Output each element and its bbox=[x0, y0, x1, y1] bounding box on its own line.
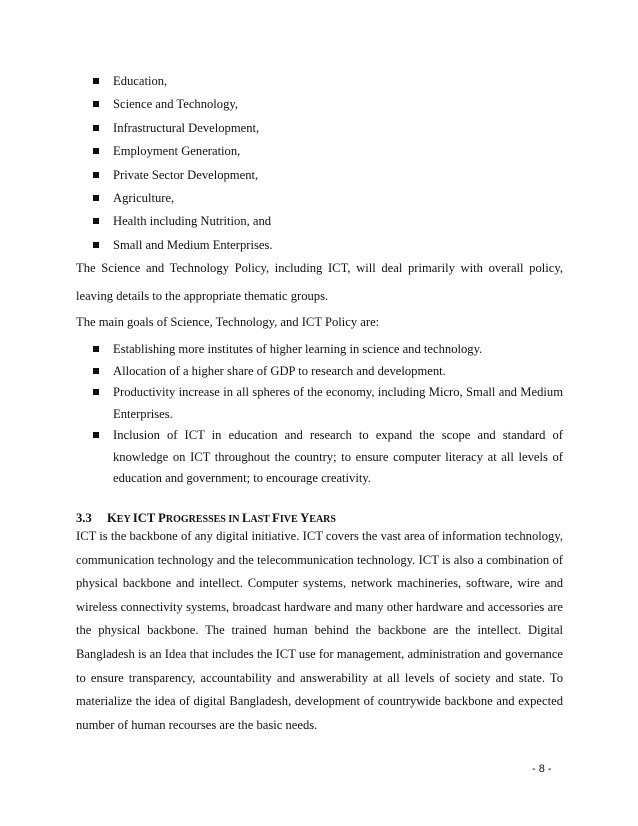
square-bullet-icon bbox=[93, 78, 99, 84]
heading-text: F bbox=[272, 511, 280, 525]
square-bullet-icon bbox=[93, 148, 99, 154]
goals-list bbox=[93, 339, 563, 490]
list-item-text: Employment Generation, bbox=[113, 144, 241, 159]
list-item-text: Small and Medium Enterprises. bbox=[113, 237, 273, 252]
list-item bbox=[93, 339, 563, 361]
heading-text: EY bbox=[116, 514, 133, 525]
square-bullet-icon bbox=[93, 346, 99, 352]
square-bullet-icon bbox=[93, 242, 99, 248]
square-bullet-icon bbox=[93, 432, 99, 438]
heading-text: AST bbox=[250, 514, 273, 525]
list-item bbox=[93, 382, 563, 425]
heading-text: EARS bbox=[309, 514, 336, 525]
section-number: 3.3 bbox=[76, 511, 92, 525]
list-item bbox=[93, 70, 273, 93]
policy-paragraph: The Science and Technology Policy, including ICT, will deal primarily with overall policy, leaving details to the appropriate thematic groups. bbox=[76, 261, 563, 303]
heading-text: ROGRESSES IN bbox=[165, 514, 242, 525]
heading-text: K bbox=[107, 511, 117, 525]
square-bullet-icon bbox=[93, 101, 99, 107]
page-number: - 8 - bbox=[532, 763, 552, 775]
square-bullet-icon bbox=[93, 125, 99, 131]
list-item bbox=[93, 425, 563, 490]
list-item bbox=[93, 361, 563, 383]
square-bullet-icon bbox=[93, 195, 99, 201]
square-bullet-icon bbox=[93, 218, 99, 224]
list-item-text: Establishing more institutes of higher learning in science and technology. bbox=[113, 342, 483, 356]
sector-list bbox=[93, 70, 273, 257]
list-item-text: Education, bbox=[113, 74, 168, 88]
list-item-text: Science and Technology, bbox=[113, 97, 239, 112]
list-item-text: Allocation of a higher share of GDP to research and development. bbox=[113, 363, 446, 378]
list-item-text: Private Sector Development, bbox=[113, 167, 259, 182]
square-bullet-icon bbox=[93, 389, 99, 395]
ict-paragraph: ICT is the backbone of any digital initiative. ICT covers the vast area of information technology, communication technology and the telecommunication technology. ICT is also a combination of physical backbone and intellect. Computer systems, network machineries, software, wire and wireless connectivity systems, broadcast hardware and many other hardware and accessories are the physical backbone. The trained human behind the backbone are the intellect. Digital Bangladesh is an Idea that includes the ICT use for management, administration and governance to ensure transparency, accountability and answerability at all levels of society and state. To materialize the idea of digital Bangladesh, development of countrywide backbone and expected number of human recourses are the basic needs. bbox=[76, 529, 563, 732]
square-bullet-icon bbox=[93, 368, 99, 374]
list-item-text: Inclusion of ICT in education and research to expand the scope and standard of knowledge on ICT throughout the country; to ensure computer literacy at all levels of education and government; to encourage creativity. bbox=[113, 428, 563, 485]
heading-text: Y bbox=[300, 511, 310, 525]
heading-text: IVE bbox=[279, 514, 301, 525]
list-item bbox=[93, 210, 273, 233]
goals-intro-paragraph: The main goals of Science, Technology, and ICT Policy are: bbox=[76, 315, 380, 329]
list-item-text: Agriculture, bbox=[113, 190, 175, 205]
heading-text: L bbox=[241, 511, 251, 525]
list-item-text: Productivity increase in all spheres of the economy, including Micro, Small and Medium Enterprises. bbox=[113, 385, 563, 421]
list-item-text: Infrastructural Development, bbox=[113, 120, 260, 135]
section-heading bbox=[76, 511, 336, 526]
list-item bbox=[93, 117, 273, 140]
heading-text: ICT P bbox=[132, 511, 166, 525]
square-bullet-icon bbox=[93, 172, 99, 178]
list-item bbox=[93, 93, 273, 116]
list-item bbox=[93, 187, 273, 210]
list-item bbox=[93, 164, 273, 187]
list-item bbox=[93, 140, 273, 163]
list-item-text: Health including Nutrition, and bbox=[113, 214, 272, 229]
